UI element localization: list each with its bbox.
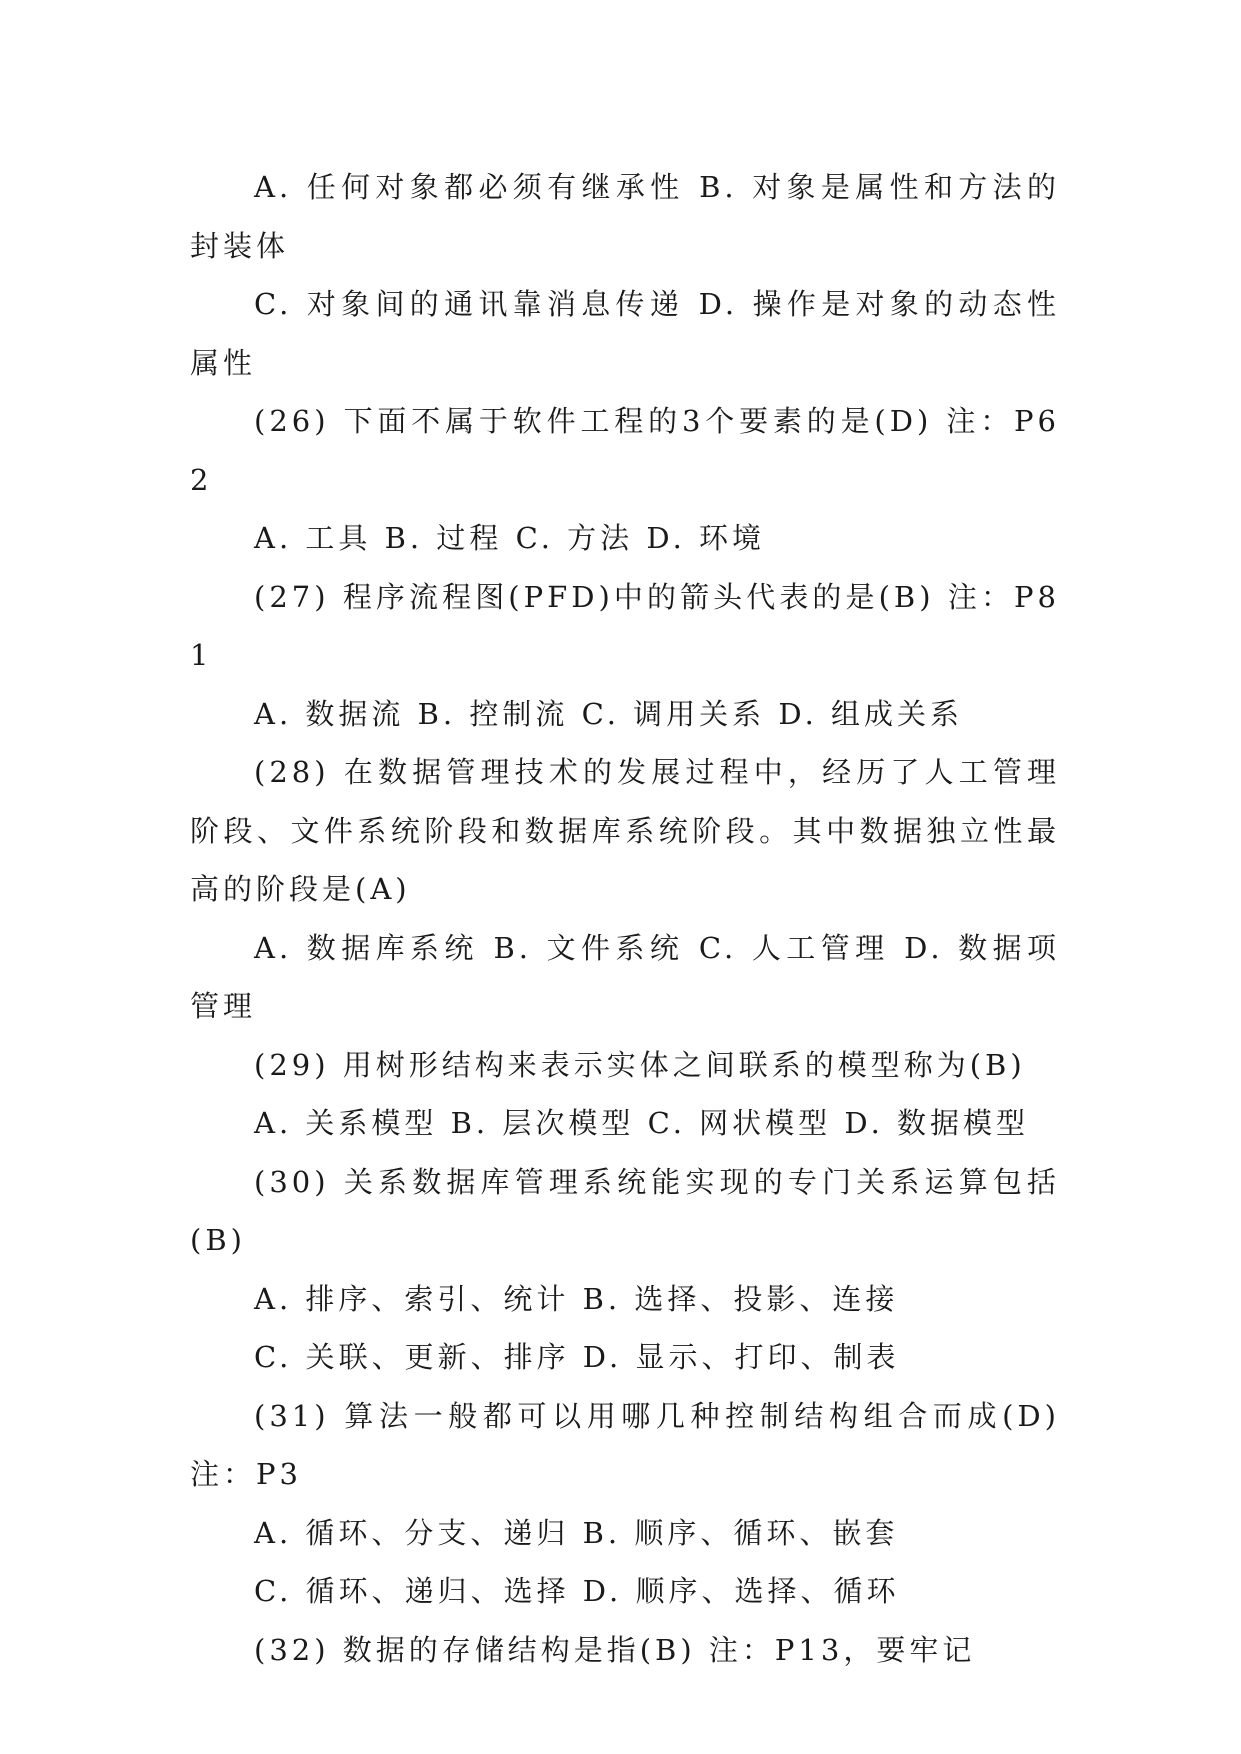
paragraph-options-29: A. 关系模型 B. 层次模型 C. 网状模型 D. 数据模型 <box>254 1106 1030 1140</box>
paragraph-option-cd-30: C. 关联、更新、排序 D. 显示、打印、制表 <box>254 1340 900 1374</box>
paragraph-question-28: (28) 在数据管理技术的发展过程中，经历了人工管理阶段、文件系统阶段和数据库系统阶段。其中数据独立性最高的阶段是(A) <box>190 755 1060 906</box>
paragraph-option-ab-30: A. 排序、索引、统计 B. 选择、投影、连接 <box>254 1281 899 1316</box>
paragraph-options-27: A. 数据流 B. 控制流 C. 调用关系 D. 组成关系 <box>254 696 964 731</box>
paragraph-question-31: (31) 算法一般都可以用哪几种控制结构组合而成(D) 注：P3 <box>190 1398 1060 1491</box>
paragraph-question-32: (32) 数据的存储结构是指(B) 注：P13，要牢记 <box>254 1632 976 1667</box>
paragraph-option-ab-q25: A. 任何对象都必须有继承性 B. 对象是属性和方法的封装体 <box>190 170 1060 263</box>
paragraph-question-27: (27) 程序流程图(PFD)中的箭头代表的是(B) 注：P81 <box>190 579 1060 672</box>
paragraph-question-26: (26) 下面不属于软件工程的3个要素的是(D) 注：P62 <box>190 404 1060 497</box>
document-body <box>190 158 1060 1679</box>
paragraph-question-30: (30) 关系数据库管理系统能实现的专门关系运算包括(B) <box>190 1164 1060 1257</box>
paragraph-question-29: (29) 用树形结构来表示实体之间联系的模型称为(B) <box>254 1047 1026 1082</box>
paragraph-options-26: A. 工具 B. 过程 C. 方法 D. 环境 <box>254 521 766 555</box>
paragraph-option-cd-31: C. 循环、递归、选择 D. 顺序、选择、循环 <box>254 1574 900 1608</box>
paragraph-options-28: A. 数据库系统 B. 文件系统 C. 人工管理 D. 数据项管理 <box>190 930 1060 1023</box>
paragraph-option-ab-31: A. 循环、分支、递归 B. 顺序、循环、嵌套 <box>254 1515 899 1550</box>
paragraph-option-cd-q25: C. 对象间的通讯靠消息传递 D. 操作是对象的动态性属性 <box>190 287 1060 380</box>
